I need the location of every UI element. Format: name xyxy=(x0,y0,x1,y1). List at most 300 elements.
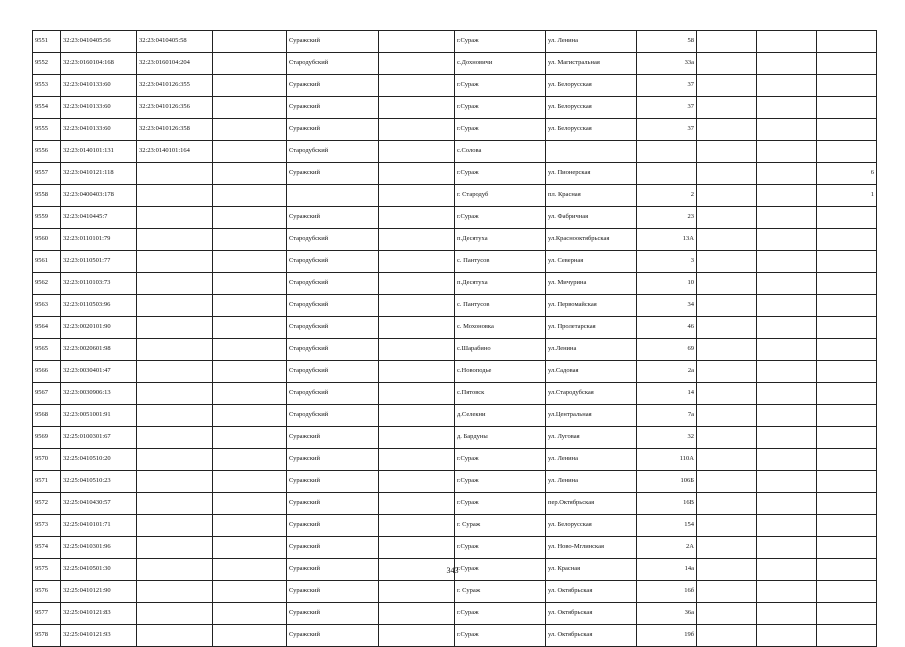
cell-street: ул.Краснооктябрьская xyxy=(546,229,637,251)
cell-extra-column-2 xyxy=(757,383,817,405)
cell-cadastral-number-2: 32:23:0410126:356 xyxy=(137,97,213,119)
table-row xyxy=(33,119,877,141)
cell-empty-column xyxy=(213,405,287,427)
cell-extra-column-2 xyxy=(757,295,817,317)
cell-street: ул.Центральная xyxy=(546,405,637,427)
cell-empty-column-2 xyxy=(379,97,455,119)
cell-extra-column-3: 1 xyxy=(817,185,877,207)
cell-extra-column-1 xyxy=(697,405,757,427)
cell-cadastral-number-2 xyxy=(137,427,213,449)
cell-extra-column-3 xyxy=(817,405,877,427)
cell-settlement: г.Сураж xyxy=(455,603,546,625)
cell-street: ул. Октябрьская xyxy=(546,581,637,603)
cell-house-number xyxy=(637,163,697,185)
cell-row-number: 9575 xyxy=(33,559,61,581)
cell-extra-column-3 xyxy=(817,361,877,383)
cell-house-number: 14а xyxy=(637,559,697,581)
cell-extra-column-1 xyxy=(697,53,757,75)
cell-extra-column-2 xyxy=(757,449,817,471)
cell-extra-column-2 xyxy=(757,163,817,185)
cell-cadastral-number-2 xyxy=(137,361,213,383)
cell-district: Суражский xyxy=(287,581,379,603)
cell-cadastral-number-2: 32:23:0410126:355 xyxy=(137,75,213,97)
cell-cadastral-number-2 xyxy=(137,273,213,295)
cell-empty-column-2 xyxy=(379,449,455,471)
cell-empty-column-2 xyxy=(379,405,455,427)
cell-extra-column-3 xyxy=(817,515,877,537)
cell-row-number: 9572 xyxy=(33,493,61,515)
cell-empty-column xyxy=(213,31,287,53)
cell-empty-column xyxy=(213,339,287,361)
cell-empty-column xyxy=(213,361,287,383)
cell-district: Стародубский xyxy=(287,317,379,339)
cell-extra-column-2 xyxy=(757,339,817,361)
cell-cadastral-number-2 xyxy=(137,295,213,317)
cell-street: ул. Белорусская xyxy=(546,515,637,537)
cell-cadastral-number-2 xyxy=(137,537,213,559)
cell-settlement: г. Сураж xyxy=(455,515,546,537)
cell-settlement: г.Сураж xyxy=(455,163,546,185)
cell-row-number: 9578 xyxy=(33,625,61,647)
cell-empty-column-2 xyxy=(379,251,455,273)
cell-empty-column-2 xyxy=(379,603,455,625)
cell-extra-column-3 xyxy=(817,119,877,141)
cell-settlement: г.Сураж xyxy=(455,75,546,97)
cell-empty-column-2 xyxy=(379,471,455,493)
cell-house-number: 16б xyxy=(637,581,697,603)
cell-extra-column-2 xyxy=(757,515,817,537)
cell-extra-column-3 xyxy=(817,625,877,647)
cell-cadastral-number: 32:23:0410405:56 xyxy=(61,31,137,53)
table-row xyxy=(33,185,877,207)
table-row xyxy=(33,75,877,97)
cell-extra-column-2 xyxy=(757,119,817,141)
cell-cadastral-number: 32:23:0051001:91 xyxy=(61,405,137,427)
table-row xyxy=(33,515,877,537)
cell-empty-column xyxy=(213,229,287,251)
cell-row-number: 9576 xyxy=(33,581,61,603)
cell-extra-column-1 xyxy=(697,141,757,163)
cell-row-number: 9565 xyxy=(33,339,61,361)
cell-cadastral-number: 32:25:0410121:90 xyxy=(61,581,137,603)
cell-house-number: 37 xyxy=(637,97,697,119)
cell-extra-column-1 xyxy=(697,207,757,229)
cell-extra-column-3 xyxy=(817,581,877,603)
cell-house-number: 2А xyxy=(637,537,697,559)
cell-house-number: 3 xyxy=(637,251,697,273)
cell-extra-column-1 xyxy=(697,295,757,317)
cell-extra-column-1 xyxy=(697,361,757,383)
cell-district: Суражский xyxy=(287,119,379,141)
cell-empty-column-2 xyxy=(379,537,455,559)
cell-district: Суражский xyxy=(287,559,379,581)
cell-settlement: г.Сураж xyxy=(455,625,546,647)
cell-extra-column-2 xyxy=(757,207,817,229)
cell-extra-column-1 xyxy=(697,97,757,119)
cell-district: Суражский xyxy=(287,163,379,185)
cell-cadastral-number-2: 32:23:0140101:164 xyxy=(137,141,213,163)
cell-empty-column-2 xyxy=(379,295,455,317)
cell-cadastral-number: 32:25:0410430:57 xyxy=(61,493,137,515)
cell-street: ул. Белорусская xyxy=(546,75,637,97)
cell-street xyxy=(546,141,637,163)
cell-extra-column-1 xyxy=(697,581,757,603)
cell-row-number: 9558 xyxy=(33,185,61,207)
cell-extra-column-1 xyxy=(697,185,757,207)
cell-empty-column-2 xyxy=(379,185,455,207)
cell-row-number: 9562 xyxy=(33,273,61,295)
cell-district: Суражский xyxy=(287,449,379,471)
cell-street: ул.Ленина xyxy=(546,339,637,361)
cell-district: Суражский xyxy=(287,625,379,647)
cell-cadastral-number-2 xyxy=(137,449,213,471)
cell-district: Стародубский xyxy=(287,361,379,383)
table-row xyxy=(33,625,877,647)
cell-street: пл. Красная xyxy=(546,185,637,207)
cell-cadastral-number: 32:23:0410133:60 xyxy=(61,119,137,141)
cell-district: Суражский xyxy=(287,493,379,515)
cell-empty-column xyxy=(213,317,287,339)
cell-settlement: с. Пантусов xyxy=(455,295,546,317)
cell-row-number: 9561 xyxy=(33,251,61,273)
cell-row-number: 9554 xyxy=(33,97,61,119)
cell-settlement: с.Солова xyxy=(455,141,546,163)
cell-row-number: 9560 xyxy=(33,229,61,251)
cell-empty-column-2 xyxy=(379,581,455,603)
cell-extra-column-1 xyxy=(697,119,757,141)
table-row xyxy=(33,141,877,163)
cell-extra-column-3 xyxy=(817,31,877,53)
cell-empty-column-2 xyxy=(379,383,455,405)
cell-settlement: с. Мохоновка xyxy=(455,317,546,339)
cell-empty-column-2 xyxy=(379,317,455,339)
cell-house-number: 110А xyxy=(637,449,697,471)
cell-house-number: 46 xyxy=(637,317,697,339)
cell-empty-column xyxy=(213,273,287,295)
cell-row-number: 9563 xyxy=(33,295,61,317)
cell-district: Суражский xyxy=(287,97,379,119)
register-table xyxy=(32,30,877,647)
cell-extra-column-3 xyxy=(817,537,877,559)
cell-empty-column-2 xyxy=(379,361,455,383)
cell-cadastral-number-2 xyxy=(137,185,213,207)
cell-extra-column-2 xyxy=(757,427,817,449)
cell-street: ул. Ленина xyxy=(546,471,637,493)
cell-extra-column-2 xyxy=(757,537,817,559)
cell-extra-column-3 xyxy=(817,75,877,97)
cell-extra-column-2 xyxy=(757,581,817,603)
cell-empty-column-2 xyxy=(379,427,455,449)
cell-district: Стародубский xyxy=(287,53,379,75)
table-row xyxy=(33,493,877,515)
table-row xyxy=(33,339,877,361)
cell-extra-column-2 xyxy=(757,97,817,119)
cell-extra-column-1 xyxy=(697,625,757,647)
cell-empty-column xyxy=(213,207,287,229)
cell-empty-column-2 xyxy=(379,339,455,361)
cell-settlement: с. Пантусов xyxy=(455,251,546,273)
table-row xyxy=(33,251,877,273)
cell-district: Стародубский xyxy=(287,251,379,273)
cell-cadastral-number-2 xyxy=(137,339,213,361)
cell-cadastral-number: 32:25:0410101:71 xyxy=(61,515,137,537)
cell-house-number: 2а xyxy=(637,361,697,383)
cell-street: ул. Ново-Мглинская xyxy=(546,537,637,559)
cell-cadastral-number: 32:25:0410510:20 xyxy=(61,449,137,471)
cell-district: Суражский xyxy=(287,31,379,53)
cell-empty-column-2 xyxy=(379,119,455,141)
cell-house-number xyxy=(637,141,697,163)
cell-row-number: 9553 xyxy=(33,75,61,97)
cell-extra-column-1 xyxy=(697,603,757,625)
cell-extra-column-2 xyxy=(757,75,817,97)
cell-extra-column-2 xyxy=(757,317,817,339)
cell-cadastral-number: 32:23:0140101:131 xyxy=(61,141,137,163)
cell-row-number: 9577 xyxy=(33,603,61,625)
cell-extra-column-1 xyxy=(697,427,757,449)
cell-cadastral-number: 32:23:0030401:47 xyxy=(61,361,137,383)
cell-empty-column xyxy=(213,141,287,163)
cell-district: Суражский xyxy=(287,207,379,229)
table-row xyxy=(33,361,877,383)
cell-street: пер.Октябрьская xyxy=(546,493,637,515)
cell-row-number: 9574 xyxy=(33,537,61,559)
cell-empty-column xyxy=(213,449,287,471)
cell-empty-column-2 xyxy=(379,273,455,295)
cell-district: Стародубский xyxy=(287,141,379,163)
cell-extra-column-1 xyxy=(697,229,757,251)
cell-settlement: д.Селекни xyxy=(455,405,546,427)
cell-extra-column-2 xyxy=(757,361,817,383)
cell-house-number: 37 xyxy=(637,119,697,141)
table-row xyxy=(33,427,877,449)
cell-house-number: 58 xyxy=(637,31,697,53)
cell-district: Суражский xyxy=(287,515,379,537)
cell-cadastral-number: 32:23:0410445:7 xyxy=(61,207,137,229)
cell-extra-column-1 xyxy=(697,273,757,295)
cell-house-number: 154 xyxy=(637,515,697,537)
cell-extra-column-2 xyxy=(757,31,817,53)
cell-settlement: с.Пятовск xyxy=(455,383,546,405)
cell-cadastral-number-2: 32:23:0160104:204 xyxy=(137,53,213,75)
cell-settlement: г.Сураж xyxy=(455,471,546,493)
cell-empty-column xyxy=(213,603,287,625)
cell-cadastral-number-2 xyxy=(137,163,213,185)
cell-empty-column-2 xyxy=(379,229,455,251)
cell-cadastral-number-2 xyxy=(137,383,213,405)
table-row xyxy=(33,229,877,251)
page-number: 343 xyxy=(446,566,459,575)
cell-house-number: 19б xyxy=(637,625,697,647)
cell-cadastral-number: 32:25:0100301:67 xyxy=(61,427,137,449)
cell-extra-column-1 xyxy=(697,493,757,515)
cell-cadastral-number-2: 32:23:0410405:58 xyxy=(137,31,213,53)
cell-district: Суражский xyxy=(287,427,379,449)
cell-empty-column-2 xyxy=(379,141,455,163)
cell-empty-column xyxy=(213,471,287,493)
cell-street: ул. Красная xyxy=(546,559,637,581)
cell-extra-column-3 xyxy=(817,493,877,515)
cell-cadastral-number: 32:25:0410501:30 xyxy=(61,559,137,581)
cell-empty-column xyxy=(213,537,287,559)
cell-settlement: г.Сураж xyxy=(455,207,546,229)
cell-house-number: 37 xyxy=(637,75,697,97)
cell-house-number: 23 xyxy=(637,207,697,229)
cell-extra-column-3 xyxy=(817,229,877,251)
cell-extra-column-3 xyxy=(817,317,877,339)
cell-empty-column-2 xyxy=(379,515,455,537)
cell-district: Стародубский xyxy=(287,405,379,427)
cell-empty-column xyxy=(213,427,287,449)
cell-empty-column-2 xyxy=(379,75,455,97)
cell-extra-column-3 xyxy=(817,53,877,75)
cell-extra-column-3 xyxy=(817,97,877,119)
cell-row-number: 9556 xyxy=(33,141,61,163)
cell-row-number: 9567 xyxy=(33,383,61,405)
cell-extra-column-2 xyxy=(757,251,817,273)
cell-settlement: г.Сураж xyxy=(455,537,546,559)
cell-extra-column-3 xyxy=(817,141,877,163)
cell-cadastral-number-2 xyxy=(137,603,213,625)
table-row xyxy=(33,207,877,229)
cell-cadastral-number-2 xyxy=(137,515,213,537)
cell-house-number: 33а xyxy=(637,53,697,75)
cell-cadastral-number-2: 32:23:0410126:358 xyxy=(137,119,213,141)
cell-house-number: 13А xyxy=(637,229,697,251)
cell-extra-column-1 xyxy=(697,317,757,339)
cell-cadastral-number-2 xyxy=(137,317,213,339)
cell-settlement: г. Стародуб xyxy=(455,185,546,207)
cell-extra-column-1 xyxy=(697,537,757,559)
cell-row-number: 9566 xyxy=(33,361,61,383)
cell-extra-column-3 xyxy=(817,471,877,493)
table-row xyxy=(33,581,877,603)
cell-cadastral-number-2 xyxy=(137,493,213,515)
cell-empty-column xyxy=(213,185,287,207)
cell-house-number: 7а xyxy=(637,405,697,427)
cell-district: Стародубский xyxy=(287,273,379,295)
cell-extra-column-1 xyxy=(697,471,757,493)
cell-extra-column-1 xyxy=(697,163,757,185)
cell-cadastral-number: 32:23:0030906:13 xyxy=(61,383,137,405)
cell-cadastral-number: 32:23:0410133:60 xyxy=(61,97,137,119)
cell-street: ул. Ленина xyxy=(546,31,637,53)
cell-street: ул. Мичурина xyxy=(546,273,637,295)
cell-house-number: 36а xyxy=(637,603,697,625)
cell-extra-column-3 xyxy=(817,449,877,471)
cell-cadastral-number: 32:23:0110501:77 xyxy=(61,251,137,273)
cell-street: ул.Садовая xyxy=(546,361,637,383)
cell-street: ул. Фабричная xyxy=(546,207,637,229)
cell-empty-column xyxy=(213,295,287,317)
cell-street: ул. Белорусская xyxy=(546,97,637,119)
cell-empty-column-2 xyxy=(379,493,455,515)
cell-cadastral-number: 32:23:0410121:118 xyxy=(61,163,137,185)
cell-row-number: 9555 xyxy=(33,119,61,141)
cell-extra-column-3 xyxy=(817,339,877,361)
cell-house-number: 2 xyxy=(637,185,697,207)
table-row xyxy=(33,317,877,339)
cell-district: Суражский xyxy=(287,537,379,559)
table-row xyxy=(33,383,877,405)
cell-district: Суражский xyxy=(287,75,379,97)
cell-empty-column-2 xyxy=(379,625,455,647)
cell-extra-column-1 xyxy=(697,515,757,537)
cell-row-number: 9559 xyxy=(33,207,61,229)
cell-cadastral-number: 32:23:0020601:98 xyxy=(61,339,137,361)
cell-extra-column-3 xyxy=(817,251,877,273)
cell-street: ул. Октябрьская xyxy=(546,625,637,647)
cell-extra-column-1 xyxy=(697,449,757,471)
cell-house-number: 34 xyxy=(637,295,697,317)
cell-cadastral-number: 32:23:0400403:178 xyxy=(61,185,137,207)
cell-row-number: 9573 xyxy=(33,515,61,537)
cell-extra-column-2 xyxy=(757,273,817,295)
table-row xyxy=(33,295,877,317)
cell-extra-column-1 xyxy=(697,31,757,53)
cell-extra-column-2 xyxy=(757,185,817,207)
cell-row-number: 9571 xyxy=(33,471,61,493)
cell-street: ул.Стародубская xyxy=(546,383,637,405)
cell-empty-column xyxy=(213,53,287,75)
cell-cadastral-number-2 xyxy=(137,207,213,229)
cell-cadastral-number: 32:25:0410121:83 xyxy=(61,603,137,625)
cell-house-number: 16В xyxy=(637,493,697,515)
cell-house-number: 69 xyxy=(637,339,697,361)
cell-empty-column xyxy=(213,251,287,273)
cell-district: Стародубский xyxy=(287,339,379,361)
cell-settlement: г.Сураж xyxy=(455,449,546,471)
cell-row-number: 9569 xyxy=(33,427,61,449)
cell-house-number: 32 xyxy=(637,427,697,449)
cell-cadastral-number-2 xyxy=(137,471,213,493)
cell-cadastral-number-2 xyxy=(137,229,213,251)
cell-row-number: 9568 xyxy=(33,405,61,427)
cell-street: ул. Белорусская xyxy=(546,119,637,141)
cell-cadastral-number: 32:23:0110101:79 xyxy=(61,229,137,251)
cell-street: ул. Первомайская xyxy=(546,295,637,317)
table-row xyxy=(33,471,877,493)
cell-empty-column xyxy=(213,515,287,537)
cell-settlement: д. Бардуны xyxy=(455,427,546,449)
cell-extra-column-1 xyxy=(697,339,757,361)
cell-row-number: 9551 xyxy=(33,31,61,53)
cell-extra-column-1 xyxy=(697,383,757,405)
cell-settlement: г.Сураж xyxy=(455,97,546,119)
cell-extra-column-3 xyxy=(817,383,877,405)
cell-cadastral-number-2 xyxy=(137,625,213,647)
cell-cadastral-number: 32:23:0160104:168 xyxy=(61,53,137,75)
cell-extra-column-3 xyxy=(817,427,877,449)
cell-house-number: 106Б xyxy=(637,471,697,493)
cell-empty-column xyxy=(213,625,287,647)
cell-district: Стародубский xyxy=(287,383,379,405)
cell-settlement: с.Шарабино xyxy=(455,339,546,361)
table-row xyxy=(33,405,877,427)
cell-extra-column-1 xyxy=(697,251,757,273)
cell-empty-column xyxy=(213,97,287,119)
cell-empty-column xyxy=(213,75,287,97)
cell-empty-column xyxy=(213,383,287,405)
cell-cadastral-number: 32:23:0020101:90 xyxy=(61,317,137,339)
cell-extra-column-1 xyxy=(697,75,757,97)
cell-settlement: г.Сураж xyxy=(455,559,546,581)
cell-street: ул. Ленина xyxy=(546,449,637,471)
cell-cadastral-number-2 xyxy=(137,251,213,273)
cell-settlement: г.Сураж xyxy=(455,31,546,53)
cell-settlement: г.Сураж xyxy=(455,493,546,515)
cell-extra-column-2 xyxy=(757,625,817,647)
